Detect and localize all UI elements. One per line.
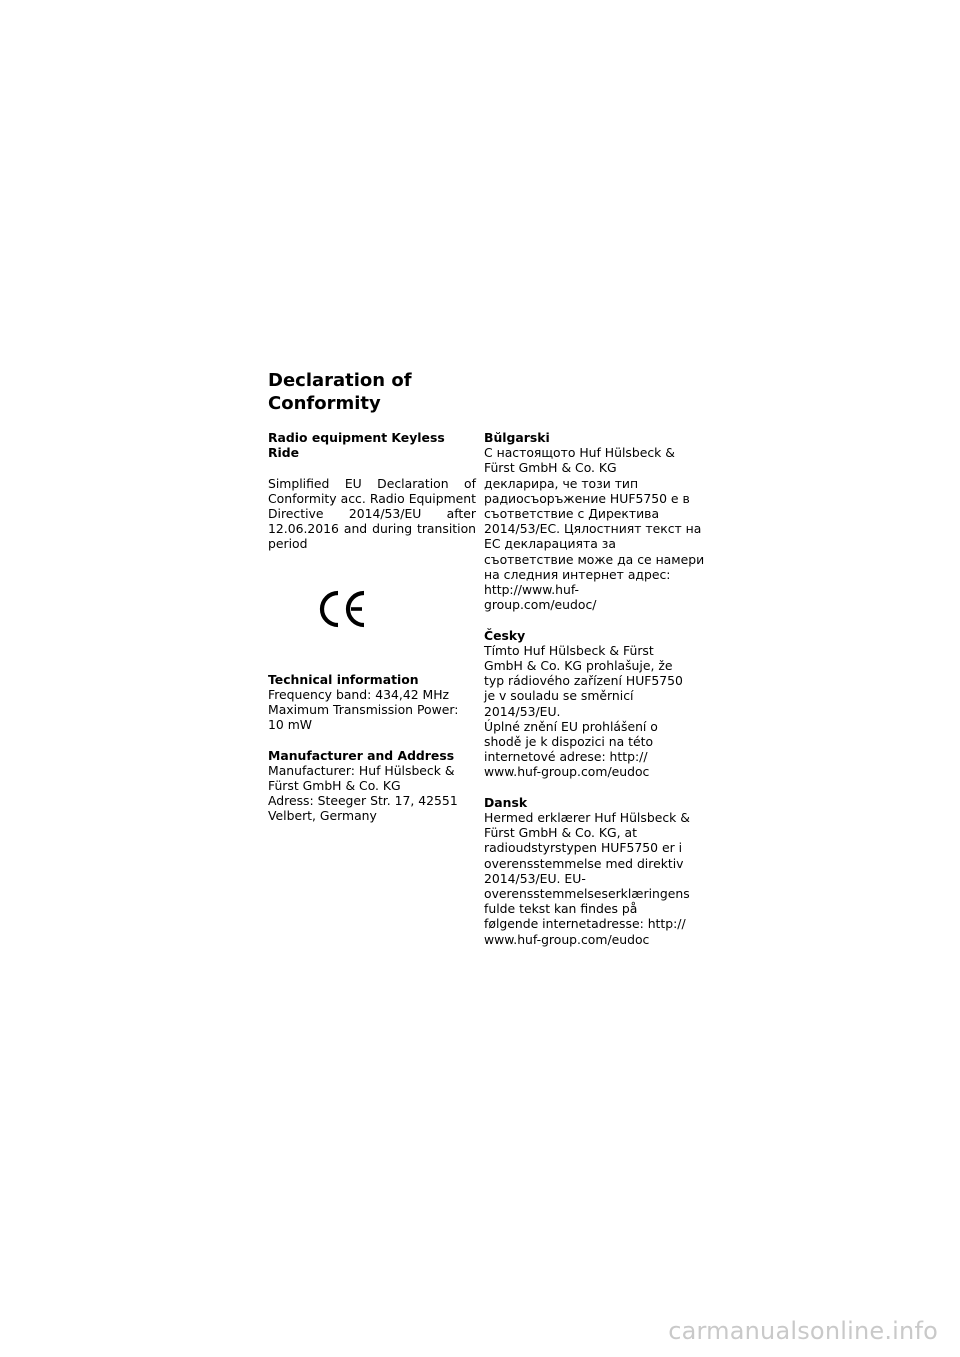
manufacturer-line: Adress: Steeger Str. 17, 42551 xyxy=(268,793,458,809)
dansk-line: 2014/53/EU. EU- xyxy=(484,870,586,886)
bulgarski-line: радиосъоръжение HUF5750 е в xyxy=(484,490,690,506)
bulgarski-title: Bŭlgarski xyxy=(484,430,550,445)
manufacturer-title: Manufacturer and Address xyxy=(268,747,455,763)
bulgarski-line: съответствие с Директива xyxy=(484,506,660,522)
declaration-intro: Simplified EU Declaration of Conformity acc. Radio Equipment Directive 2014/53/EU after 12.06.2016 and during transition period xyxy=(268,475,476,552)
manufacturer-line: Velbert, Germany xyxy=(268,808,377,824)
bulgarski-line: ЕС декларацията за xyxy=(484,536,616,552)
technical-line: Frequency band: 434,42 MHz xyxy=(268,686,450,702)
cesky-line: www.huf-group.com/eudoc xyxy=(484,764,650,780)
cesky-block xyxy=(484,628,696,780)
dansk-block xyxy=(484,795,696,947)
ce-mark-icon xyxy=(316,588,368,630)
technical-line: 10 mW xyxy=(268,717,313,733)
dansk-line: Hermed erklærer Huf Hülsbeck & xyxy=(484,810,690,826)
cesky-line: 2014/53/EU. xyxy=(484,703,561,719)
technical-info-block xyxy=(268,672,476,733)
cesky-title: Česky xyxy=(484,627,526,643)
left-column xyxy=(268,430,476,839)
bulgarski-line: Fürst GmbH & Co. KG xyxy=(484,460,617,476)
dansk-line: Fürst GmbH & Co. KG, at xyxy=(484,825,637,841)
bulgarski-block xyxy=(484,430,705,613)
bulgarski-line: С настоящото Huf Hülsbeck & xyxy=(484,445,675,461)
dansk-line: radioudstyrstypen HUF5750 er i xyxy=(484,840,683,856)
technical-line: Maximum Transmission Power: xyxy=(268,702,459,718)
cesky-line: internetové adrese: http:// xyxy=(484,749,648,765)
cesky-line: shodě je k dispozici na této xyxy=(484,734,654,750)
dansk-line: overensstemmelse med direktiv xyxy=(484,855,684,871)
dansk-line: overensstemmelseserklæringens xyxy=(484,886,690,902)
dansk-title: Dansk xyxy=(484,794,528,810)
cesky-line: je v souladu se směrnicí xyxy=(484,688,634,704)
bulgarski-line: group.com/eudoc/ xyxy=(484,597,597,613)
dansk-line: www.huf-group.com/eudoc xyxy=(484,931,650,947)
manufacturer-block xyxy=(268,748,476,824)
page-title: Declaration of Conformity xyxy=(268,370,412,414)
dansk-line: fulde tekst kan findes på xyxy=(484,901,638,917)
cesky-line: Úplné znění EU prohlášení o xyxy=(484,718,658,734)
bulgarski-line: http://www.huf- xyxy=(484,582,580,598)
cesky-line: typ rádiového zařízení HUF5750 xyxy=(484,673,683,689)
right-column xyxy=(484,430,705,962)
cesky-line: GmbH & Co. KG prohlašuje, že xyxy=(484,658,673,674)
radio-equipment-title: Radio equipment Keyless Ride xyxy=(268,430,445,461)
bulgarski-line: 2014/53/ЕС. Цялостният текст на xyxy=(484,521,702,537)
site-watermark: carmanualsonline.info xyxy=(668,1317,938,1345)
dansk-line: følgende internetadresse: http:// xyxy=(484,916,686,932)
bulgarski-line: съответствие може да се намери xyxy=(484,551,705,567)
manufacturer-line: Manufacturer: Huf Hülsbeck & xyxy=(268,762,455,778)
bulgarski-line: декларира, че този тип xyxy=(484,475,639,491)
technical-info-title: Technical information xyxy=(268,671,419,687)
radio-equipment-block xyxy=(268,430,476,460)
manufacturer-line: Fürst GmbH & Co. KG xyxy=(268,778,401,794)
bulgarski-line: на следния интернет адрес: xyxy=(484,566,671,582)
cesky-line: Tímto Huf Hülsbeck & Fürst xyxy=(484,642,654,658)
